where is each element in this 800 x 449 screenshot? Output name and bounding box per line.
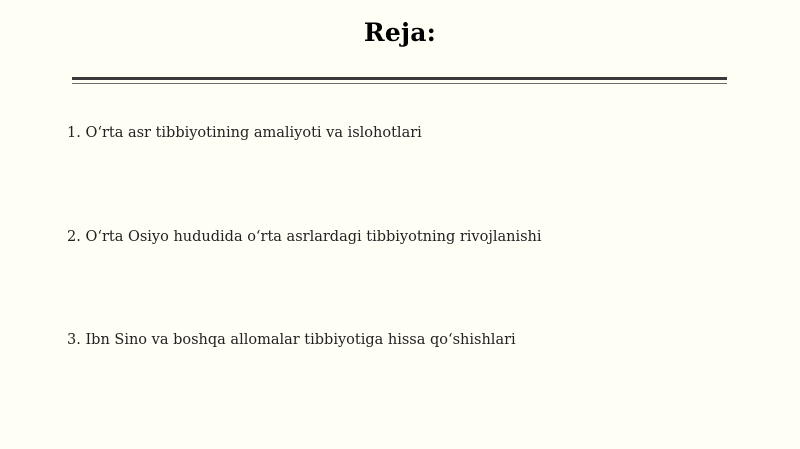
title-divider xyxy=(72,77,727,85)
divider-thin-line xyxy=(72,83,727,84)
plan-item-3: 3. Ibn Sino va boshqa allomalar tibbiyotiga hissa qo‘shishlari xyxy=(67,332,516,348)
plan-item-2: 2. O‘rta Osiyo hududida o‘rta asrlardagi tibbiyotning rivojlanishi xyxy=(67,229,542,245)
divider-thick-line xyxy=(72,77,727,80)
plan-item-1: 1. O‘rta asr tibbiyotining amaliyoti va islohotlari xyxy=(67,125,422,141)
slide-title: Reja: xyxy=(363,18,437,47)
